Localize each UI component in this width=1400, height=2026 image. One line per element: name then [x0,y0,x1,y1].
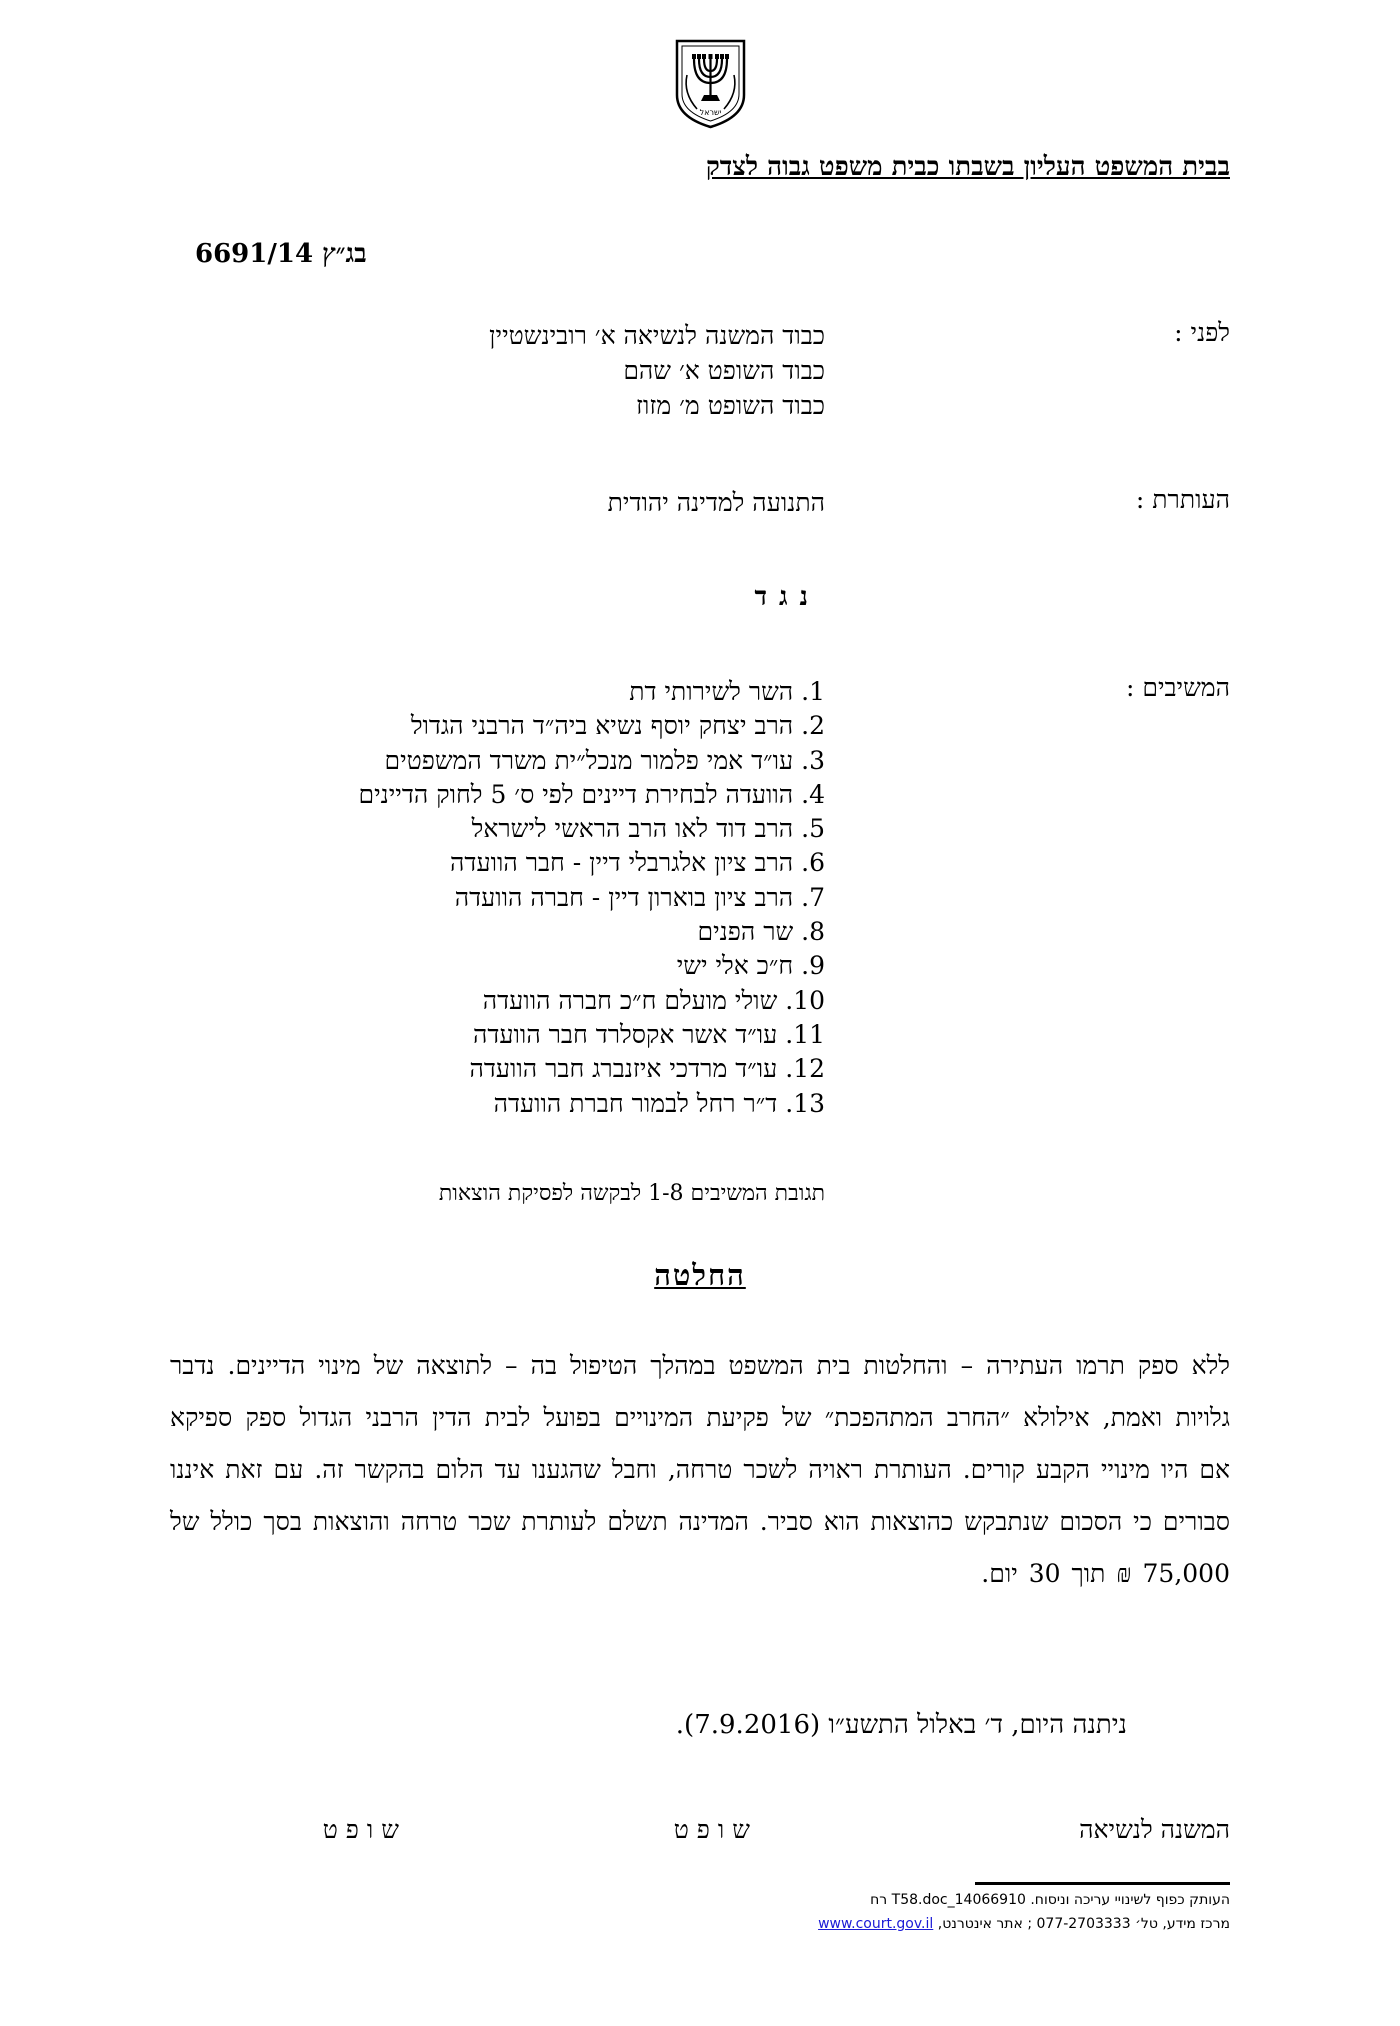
footer [670,1888,1230,1936]
list-item [358,812,825,846]
item-number: 8. [801,917,825,947]
case-number: בג״ץ 6691/14 [195,239,367,269]
item-text: ד״ר רחל לבמור חברת הוועדה [493,1088,778,1118]
item-number: 5. [801,814,825,844]
list-item [358,846,825,880]
versus-heading: נגד [754,582,820,612]
footer-line-1: העותק כפוף לשינויי עריכה וניסוח. 14066910_T58.doc רח [870,1892,1230,1908]
item-text: עו״ד אמי פלמור מנכל״ית משרד המשפטים [384,745,794,775]
item-number: 6. [801,848,825,878]
item-number: 13. [785,1088,825,1118]
judge-name: כבוד השופט מ׳ מזוז [636,391,825,420]
list-item [358,949,825,983]
respondents-list [358,675,825,1121]
signature-judge: שופט [322,1815,407,1844]
list-item [358,744,825,778]
petitioner-name: התנועה למדינה יהודית [607,488,825,517]
item-text: עו״ד מרדכי איזנברג חבר הוועדה [469,1054,778,1084]
footer-line-2 [670,1912,1230,1936]
item-number: 11. [785,1019,825,1049]
signature-deputy-president: המשנה לנשיאה [1079,1815,1230,1844]
item-number: 9. [801,951,825,981]
list-item [358,1018,825,1052]
judges-list [489,318,825,423]
list-item [358,1087,825,1121]
item-text: שולי מועלם ח״כ חברה הוועדה [482,985,778,1015]
item-text: שר הפנים [697,917,794,947]
list-item [358,709,825,743]
decision-body: ללא ספק תרמו העתירה – והחלטות בית המשפט במהלך הטיפול בה – לתוצאה של מינוי הדיינים. נדבר גלויות ואמת, אילולא ״החרב המתהפכת״ של פקיעת המינויים בפועל לבית הדין הרבני הגדול ספק ספיקא אם היו מינויי הקבע קורים. העותרת ראויה לשכר טרחה, וחבל שהגענו עד הלום בהקשר זה. עם זאת איננו סבורים כי הסכום שנתבקש כהוצאות הוא סביר. המדינה תשלם לעותרת שכר טרחה והוצאות בסך כולל של 75,000 ₪ תוך 30 יום. [170,1351,1230,1588]
item-number: 2. [801,711,825,741]
item-text: הרב ציון אלגרבלי דיין - חבר הוועדה [450,848,794,878]
item-text: עו״ד אשר אקסלרד חבר הוועדה [472,1019,778,1049]
decision-title: החלטה [654,1258,746,1292]
emblem-label: ישראל [699,108,722,117]
footer-contact: מרכז מידע, טל׳ 077-2703333 ; אתר אינטרנט, [933,1916,1230,1932]
item-text: הוועדה לבחירת דיינים לפי ס׳ 5 לחוק הדיינים [358,779,794,809]
footer-divider [975,1882,1230,1885]
item-number: 1. [801,677,825,706]
list-item [358,675,825,709]
petitioner-label: העותרת : [1135,485,1230,514]
item-number: 10. [785,985,825,1015]
item-text: ח״כ אלי ישי [676,951,794,981]
given-date: ניתנה היום, ד׳ באלול התשע״ו (7.9.2016). [675,1710,1127,1740]
state-emblem-menorah-icon [663,35,758,130]
list-item [358,1052,825,1086]
item-number: 12. [785,1054,825,1084]
list-item [358,984,825,1018]
item-number: 4. [801,779,825,809]
judge-name: כבוד המשנה לנשיאה א׳ רובינשטיין [489,321,825,350]
item-text: הרב ציון בוארון דיין - חברה הוועדה [454,882,794,912]
item-text: השר לשירותי דת [629,677,794,706]
item-number: 3. [801,745,825,775]
signature-judge: שופט [673,1815,758,1844]
item-text: הרב דוד לאו הרב הראשי לישראל [471,814,794,844]
list-item [358,881,825,915]
before-label: לפני : [1174,318,1230,347]
court-title: בבית המשפט העליון בשבתו כבית משפט גבוה לצדק [705,152,1230,182]
item-text: הרב יצחק יוסף נשיא ביה״ד הרבני הגדול [410,711,794,741]
response-title: תגובת המשיבים 1-8 לבקשה לפסיקת הוצאות [438,1181,825,1206]
court-website-link[interactable]: www.court.gov.il [818,1916,934,1932]
list-item [358,778,825,812]
item-number: 7. [801,882,825,912]
respondents-label: המשיבים : [1125,673,1230,702]
judge-name: כבוד השופט א׳ שהם [623,356,825,385]
list-item [358,915,825,949]
